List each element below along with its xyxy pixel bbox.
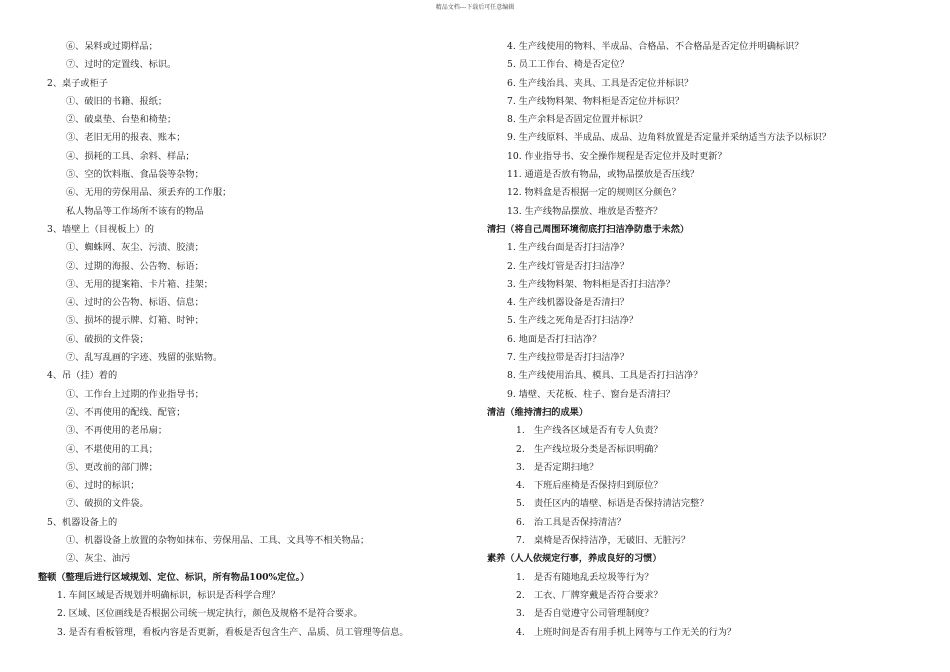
list-item: 6. 治工具是否保持清洁？: [516, 516, 626, 528]
section-heading: 清扫（将自己周围环境彻底打扫洁净防患于未然）: [487, 223, 690, 235]
list-item: 5. 责任区内的墙壁、标语是否保持清洁完整？: [516, 498, 709, 510]
list-item: ⑥、呆料或过期样品；: [66, 41, 158, 52]
list-item: ⑥、破损的文件袋；: [66, 333, 149, 345]
list-item: 5. 生产线之死角是否打扫洁净？: [507, 315, 639, 327]
list-item: 私人物品等工作场所不该有的物品: [66, 205, 204, 217]
list-item: 9. 墙壁、天花板、柱子、窗台是否清扫？: [507, 388, 675, 400]
list-item: ⑤、空的饮料瓶、食品袋等杂物；: [66, 169, 204, 181]
list-item: ⑥、过时的标识；: [66, 480, 140, 492]
list-item: ③、无用的提案箱、卡片箱、挂架；: [66, 278, 213, 290]
list-item: 4. 生产线机器设备是否清扫？: [507, 297, 629, 309]
list-item: 6. 地面是否打扫洁净？: [507, 333, 602, 345]
list-item: 2. 工衣、厂牌穿戴是否符合要求？: [516, 589, 663, 601]
list-item: ⑤、损坏的提示牌、灯箱、时钟；: [66, 315, 204, 327]
list-item: ④、过时的公告物、标语、信息；: [66, 297, 204, 309]
list-item: 1. 是否有随地乱丢垃圾等行为？: [516, 571, 654, 583]
right-column: [487, 38, 927, 642]
list-item: 3. 是否定期扫地？: [516, 461, 599, 473]
list-item: ③、老旧无用的报表、账本；: [66, 132, 186, 144]
list-item: ⑤、更改前的部门牌；: [66, 461, 158, 473]
list-item: 2. 区域、区位画线是否根据公司统一规定执行，颜色及规格不是符合要求。: [57, 608, 363, 620]
list-item: ⑦、乱写乱画的字迹、残留的张贴物。: [66, 352, 223, 364]
list-item: 4. 下班后座椅是否保持归到原位？: [516, 480, 663, 492]
list-item: ②、不再使用的配线、配管；: [66, 406, 186, 418]
list-item: 11. 通道是否放有物品，或物品摆放是否压线？: [507, 169, 700, 181]
list-item: ③、不再使用的老吊扇；: [66, 425, 168, 437]
list-item: ⑦、过时的定置线、标识。: [66, 59, 177, 71]
list-item: 7. 生产线物料架、物料柜是否定位并标识？: [507, 95, 685, 107]
section-heading: 整顿（整理后进行区域规划、定位、标识，所有物品100%定位。）: [38, 571, 310, 583]
list-item: ①、工作台上过期的作业指导书；: [66, 388, 204, 400]
subsection-heading: 2、桌子或柜子: [47, 77, 108, 89]
list-item: 2. 生产线灯管是否打扫洁净？: [507, 260, 629, 272]
subsection-heading: 4、吊（挂）着的: [47, 370, 118, 382]
list-item: 8. 生产线使用治具、模具、工具是否打扫洁净？: [507, 370, 703, 382]
list-item: 7. 生产线拉带是否打扫洁净？: [507, 352, 629, 364]
list-item: 9. 生产线原料、半成品、成品、边角料放置是否定量并采纳适当方法予以标识？: [507, 132, 832, 144]
list-item: ②、破桌垫、台垫和椅垫；: [66, 114, 177, 126]
list-item: ②、过期的海报、公告物、标语；: [66, 260, 204, 272]
list-item: 12. 物料盒是否根据一定的规则区分颜色？: [507, 187, 681, 199]
list-item: ①、破旧的书籍、报纸；: [66, 95, 168, 107]
list-item: ④、损耗的工具、余料、样品；: [66, 150, 195, 162]
list-item: 2. 生产线垃圾分类是否标识明确？: [516, 443, 663, 455]
list-item: 4. 生产线使用的物料、半成品、合格品、不合格品是否定位并明确标识？: [507, 41, 804, 52]
list-item: 4. 上班时间是否有用手机上网等与工作无关的行为？: [516, 626, 737, 638]
list-item: 13. 生产线物品摆放、堆放是否整齐？: [507, 205, 663, 217]
list-item: 7. 桌椅是否保持洁净，无破旧、无脏污？: [516, 535, 691, 547]
list-item: 10. 作业指导书、安全操作规程是否定位并及时更新？: [507, 150, 727, 162]
list-item: 1. 车间区域是否规划并明确标识，标识是否科学合理？: [57, 589, 280, 601]
list-item: ⑦、破损的文件袋。: [66, 498, 149, 510]
subsection-heading: 3、墙壁上（目视板上）的: [47, 223, 154, 235]
list-item: 8. 生产余料是否固定位置并标识？: [507, 114, 648, 126]
list-item: ①、机器设备上放置的杂物如抹布、劳保用品、工具、文具等不相关物品；: [66, 535, 370, 547]
list-item: 1. 生产线台面是否打扫洁净？: [507, 242, 629, 254]
list-item: 5. 员工工作台、椅是否定位？: [507, 59, 629, 71]
list-item: ①、蜘蛛网、灰尘、污渍、胶渍；: [66, 242, 204, 254]
list-item: 3. 生产线物料架、物料柜是否打扫洁净？: [507, 278, 675, 290]
list-item: ④、不堪使用的工具；: [66, 443, 158, 455]
section-heading: 清洁（维持清扫的成果）: [487, 406, 589, 418]
list-item: 1. 生产线各区域是否有专人负责？: [516, 425, 663, 437]
list-item: 6. 生产线治具、夹具、工具是否定位并标识？: [507, 77, 694, 89]
list-item: ⑥、无用的劳保用品、须丢弃的工作服；: [66, 187, 232, 199]
list-item: 3. 是否自觉遵守公司管理制度？: [516, 608, 654, 620]
subsection-heading: 5、机器设备上的: [47, 516, 118, 528]
page-header: 精品文档---下载后可任意编辑: [435, 4, 515, 11]
list-item: 3. 是否有看板管理，看板内容是否更新，看板是否包含生产、品质、员工管理等信息。: [57, 626, 409, 638]
left-column: [38, 38, 478, 642]
list-item: ②、灰尘、油污: [66, 553, 131, 565]
section-heading: 素养（人人依规定行事，养成良好的习惯）: [487, 553, 662, 565]
